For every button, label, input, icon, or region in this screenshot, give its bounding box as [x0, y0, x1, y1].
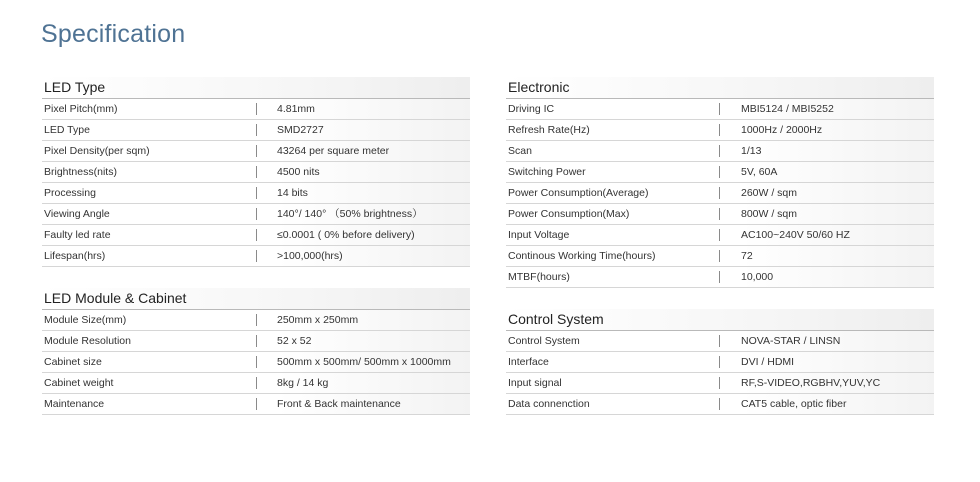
spec-row	[506, 352, 934, 373]
column-divider	[256, 124, 257, 136]
spec-row	[42, 162, 470, 183]
spec-value: 1/13	[741, 145, 762, 157]
column-divider	[719, 335, 720, 347]
spec-row	[42, 225, 470, 246]
spec-label: LED Type	[44, 124, 90, 136]
spec-row	[42, 183, 470, 204]
spec-value: 500mm x 500mm/ 500mm x 1000mm	[277, 356, 451, 368]
spec-row	[506, 394, 934, 415]
spec-section	[506, 77, 934, 288]
section-heading: Control System	[506, 309, 934, 331]
spec-value: SMD2727	[277, 124, 324, 136]
column-divider	[256, 377, 257, 389]
column-divider	[719, 208, 720, 220]
spec-label: Switching Power	[508, 166, 586, 178]
column-divider	[256, 314, 257, 326]
spec-label: Pixel Pitch(mm)	[44, 103, 118, 115]
column-divider	[256, 208, 257, 220]
spec-value: 1000Hz / 2000Hz	[741, 124, 823, 136]
column-divider	[719, 145, 720, 157]
spec-label: Brightness(nits)	[44, 166, 117, 178]
spec-value: 260W / sqm	[741, 187, 798, 199]
section-heading: LED Module & Cabinet	[42, 288, 470, 310]
spec-label: Processing	[44, 187, 96, 199]
column-divider	[719, 166, 720, 178]
spec-value: MBI5124 / MBI5252	[741, 103, 834, 115]
spec-row	[506, 141, 934, 162]
spec-row	[42, 204, 470, 225]
spec-value: 250mm x 250mm	[277, 314, 359, 326]
spec-row	[42, 352, 470, 373]
spec-row	[506, 204, 934, 225]
left-spec-column	[42, 77, 470, 415]
spec-label: Refresh Rate(Hz)	[508, 124, 590, 136]
spec-label: Input signal	[508, 377, 562, 389]
spec-value: 140°/ 140° （50% brightness）	[277, 208, 423, 220]
spec-value: >100,000(hrs)	[277, 250, 343, 262]
spec-value: 14 bits	[277, 187, 308, 199]
spec-label: Maintenance	[44, 398, 105, 410]
spec-label: Module Size(mm)	[44, 314, 127, 326]
section-gap	[42, 267, 470, 288]
column-divider	[256, 250, 257, 262]
section-heading: LED Type	[42, 77, 470, 99]
spec-label: Faulty led rate	[44, 229, 111, 241]
column-divider	[719, 229, 720, 241]
spec-row	[42, 310, 470, 331]
spec-label: Power Consumption(Average)	[508, 187, 649, 199]
spec-label: Viewing Angle	[44, 208, 110, 220]
spec-row	[506, 99, 934, 120]
spec-label: Interface	[508, 356, 549, 368]
section-gap	[506, 288, 934, 309]
column-divider	[256, 335, 257, 347]
column-divider	[719, 398, 720, 410]
spec-value: RF,S-VIDEO,RGBHV,YUV,YC	[741, 377, 881, 389]
spec-row	[42, 141, 470, 162]
spec-row	[42, 246, 470, 267]
spec-row	[506, 267, 934, 288]
column-divider	[256, 398, 257, 410]
spec-row	[506, 225, 934, 246]
spec-value: 8kg / 14 kg	[277, 377, 329, 389]
column-divider	[719, 377, 720, 389]
spec-row	[506, 120, 934, 141]
spec-row	[506, 183, 934, 204]
spec-section	[42, 77, 470, 267]
spec-row	[42, 373, 470, 394]
spec-value: 10,000	[741, 271, 774, 283]
column-divider	[719, 271, 720, 283]
spec-label: Scan	[508, 145, 532, 157]
spec-value: ≤0.0001 ( 0% before delivery)	[277, 229, 415, 241]
section-heading: Electronic	[506, 77, 934, 99]
column-divider	[719, 187, 720, 199]
spec-value: 5V, 60A	[741, 166, 778, 178]
column-divider	[256, 229, 257, 241]
spec-label: Lifespan(hrs)	[44, 250, 106, 262]
column-divider	[719, 250, 720, 262]
column-divider	[256, 187, 257, 199]
column-divider	[256, 145, 257, 157]
spec-label: Cabinet size	[44, 356, 102, 368]
spec-label: Continous Working Time(hours)	[508, 250, 656, 262]
spec-row	[42, 331, 470, 352]
spec-value: CAT5 cable, optic fiber	[741, 398, 847, 410]
spec-row	[506, 373, 934, 394]
column-divider	[256, 166, 257, 178]
column-divider	[719, 103, 720, 115]
spec-section	[42, 288, 470, 415]
column-divider	[256, 356, 257, 368]
spec-label: Cabinet weight	[44, 377, 114, 389]
spec-value: 800W / sqm	[741, 208, 798, 220]
column-divider	[719, 124, 720, 136]
spec-label: Data connenction	[508, 398, 590, 410]
right-spec-column	[506, 77, 934, 415]
spec-label: Module Resolution	[44, 335, 131, 347]
spec-label: Input Voltage	[508, 229, 570, 241]
spec-value: Front & Back maintenance	[277, 398, 401, 410]
column-divider	[719, 356, 720, 368]
spec-label: MTBF(hours)	[508, 271, 570, 283]
spec-section	[506, 309, 934, 415]
column-divider	[256, 103, 257, 115]
spec-value: 4500 nits	[277, 166, 320, 178]
spec-value: 52 x 52	[277, 335, 312, 347]
spec-value: 4.81mm	[277, 103, 315, 115]
spec-label: Driving IC	[508, 103, 555, 115]
spec-row	[42, 394, 470, 415]
spec-label: Control System	[508, 335, 580, 347]
spec-value: AC100~240V 50/60 HZ	[741, 229, 850, 241]
spec-value: DVI / HDMI	[741, 356, 795, 368]
page-title: Specification	[41, 20, 186, 48]
spec-row	[506, 162, 934, 183]
spec-label: Pixel Density(per sqm)	[44, 145, 150, 157]
spec-value: NOVA-STAR / LINSN	[741, 335, 841, 347]
spec-row	[506, 246, 934, 267]
spec-value: 43264 per square meter	[277, 145, 390, 157]
spec-row	[42, 99, 470, 120]
spec-row	[506, 331, 934, 352]
spec-row	[42, 120, 470, 141]
spec-value: 72	[741, 250, 753, 262]
spec-label: Power Consumption(Max)	[508, 208, 630, 220]
